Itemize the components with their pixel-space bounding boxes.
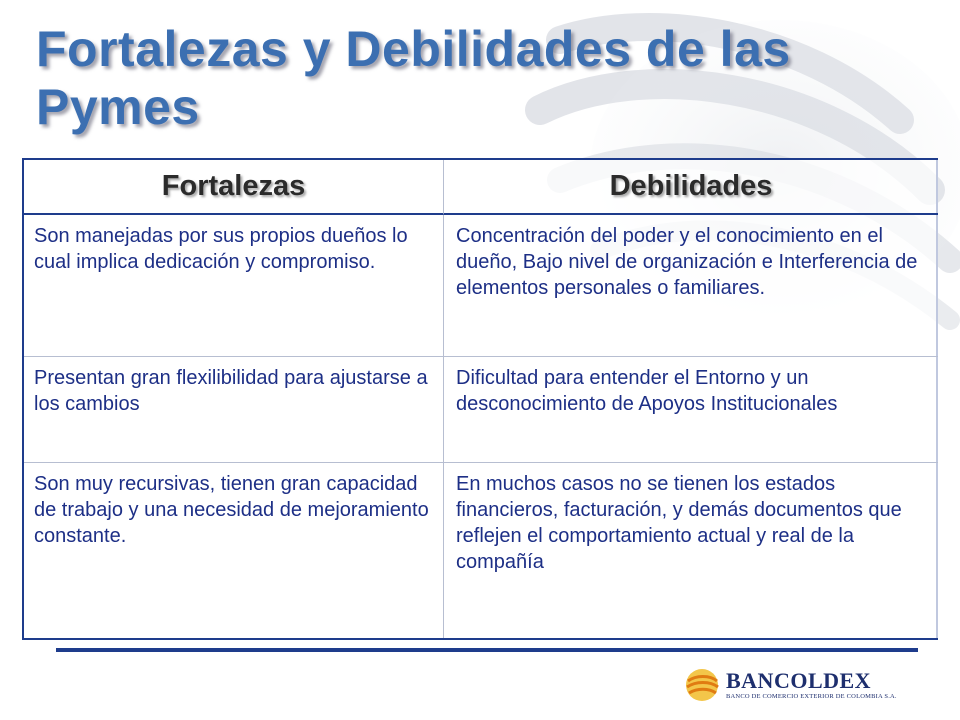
table-cell-debilidad-3: En muchos casos no se tienen los estados financieros, facturación, y demás documentos que reflejen el comportamiento actual y real de la compañía	[444, 463, 938, 638]
table-cell-fortaleza-3: Son muy recursivas, tienen gran capacidad de trabajo y una necesidad de mejoramiento constante.	[24, 463, 444, 638]
table-cell-debilidad-1: Concentración del poder y el conocimiento en el dueño, Bajo nivel de organización e Interferencia de elementos personales o familiares.	[444, 215, 938, 357]
header-label: Debilidades	[609, 170, 773, 202]
table-cell-fortaleza-1: Son manejadas por sus propios dueños lo cual implica dedicación y compromiso.	[24, 215, 444, 357]
comparison-table	[22, 158, 938, 640]
footer-divider	[56, 648, 918, 652]
table-header-debilidades	[444, 160, 938, 215]
logo-subtitle: BANCO DE COMERCIO EXTERIOR DE COLOMBIA S.A.	[726, 692, 897, 700]
table-cell-fortaleza-2: Presentan gran flexilibilidad para ajustarse a los cambios	[24, 357, 444, 463]
table-header-fortalezas	[24, 160, 444, 215]
bancoldex-logo	[684, 661, 934, 709]
bancoldex-globe-icon	[684, 667, 720, 703]
logo-wordmark: BANCOLDEX	[726, 667, 872, 693]
table-cell-debilidad-2: Dificultad para entender el Entorno y un desconocimiento de Apoyos Institucionales	[444, 357, 938, 463]
header-label: Fortalezas	[161, 170, 306, 202]
slide-title: Fortalezas y Debilidades de las Pymes	[36, 21, 791, 135]
